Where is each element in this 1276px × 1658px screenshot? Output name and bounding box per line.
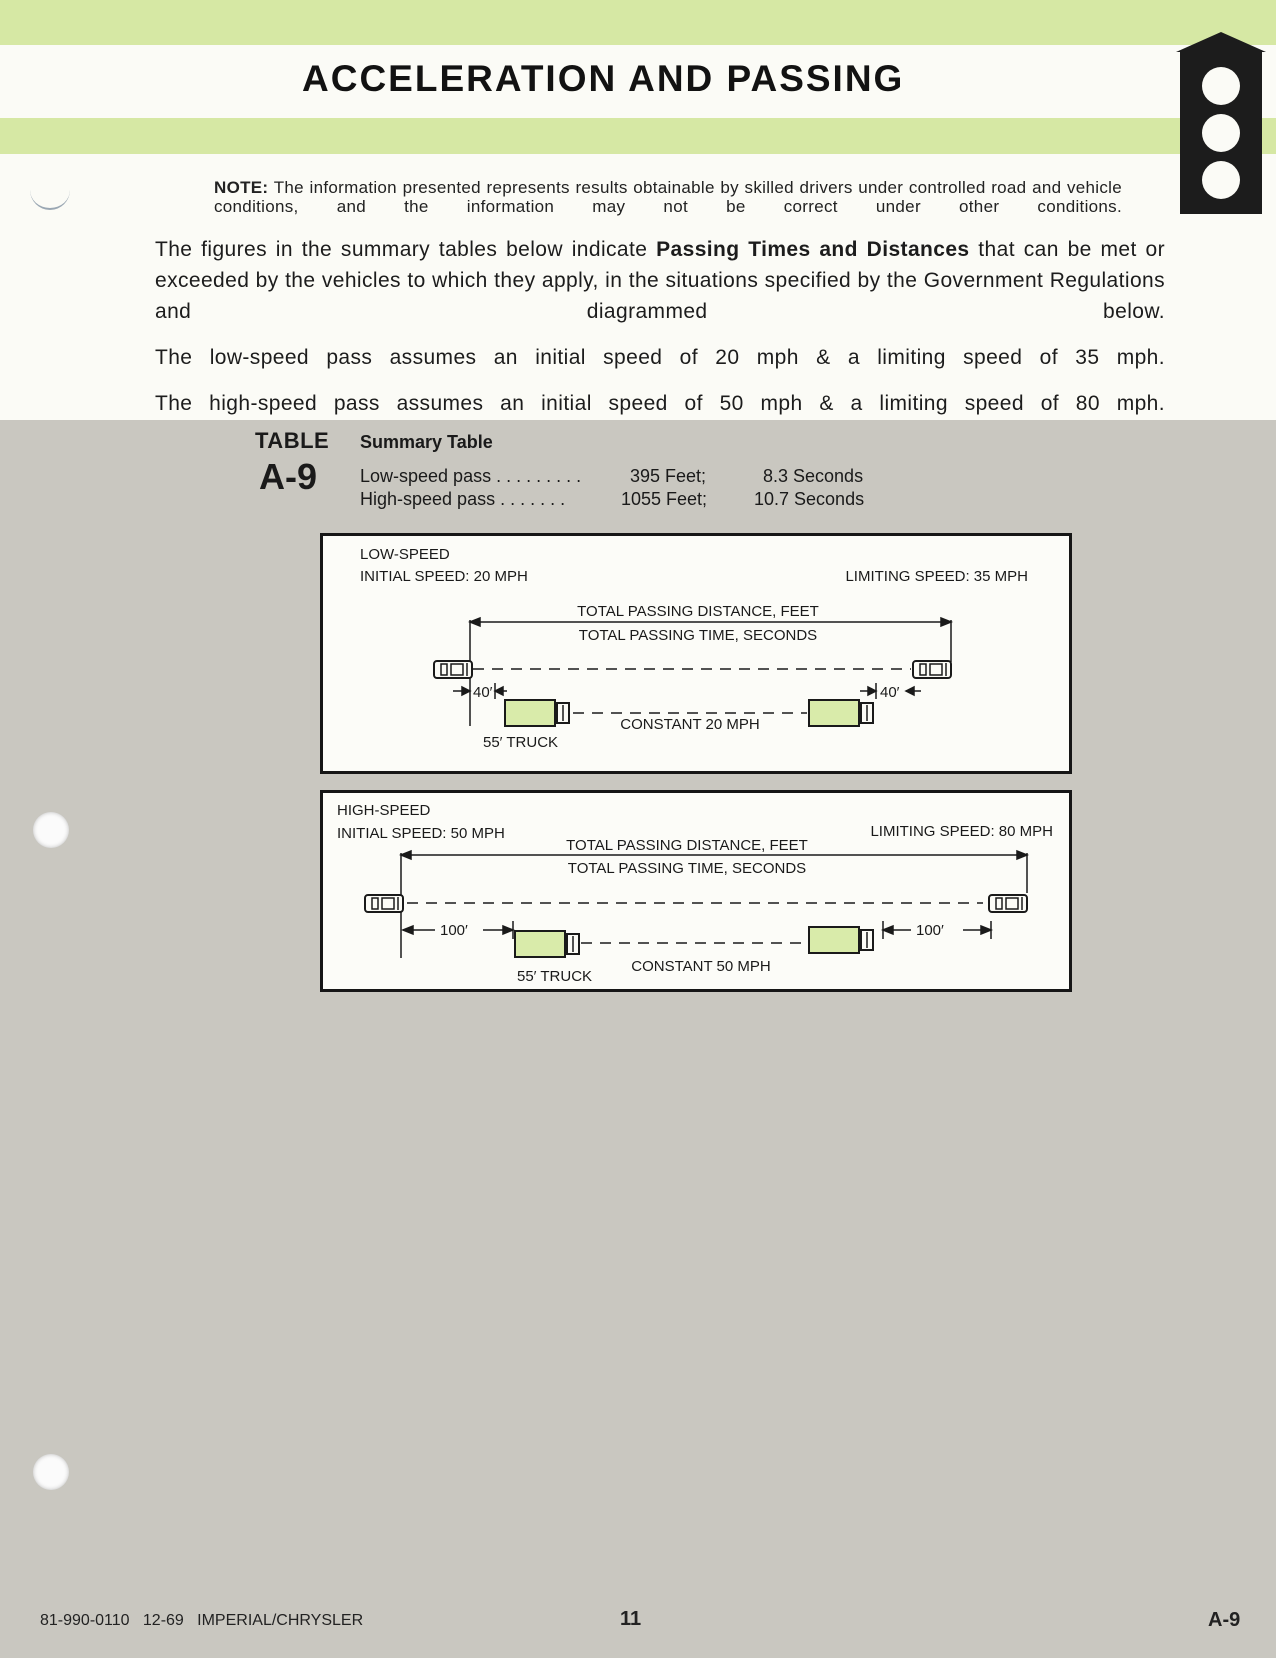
high-gap-right-label: 100′ <box>916 922 944 939</box>
car-start-icon <box>365 895 403 912</box>
low-time-label: TOTAL PASSING TIME, SECONDS <box>578 627 818 644</box>
low-gap-left-label: 40′ <box>473 684 493 701</box>
car-end-icon <box>913 661 951 678</box>
high-heading: HIGH-SPEED <box>337 802 431 819</box>
note-label: NOTE: <box>214 178 269 197</box>
summary-row-time: 8.3 Seconds <box>763 466 864 486</box>
low-speed-diagram <box>320 533 1072 774</box>
note-paragraph <box>214 178 1122 216</box>
footer-doc-code: 81-990-0110 12-69 IMPERIAL/CHRYSLER <box>40 1612 364 1629</box>
header-band-top <box>0 0 1276 45</box>
summary-table-title: Summary Table <box>360 432 493 452</box>
truck-end-icon <box>809 700 873 726</box>
summary-row-time: 10.7 Seconds <box>754 489 865 509</box>
high-distance-label: TOTAL PASSING DISTANCE, FEET <box>566 837 808 854</box>
intro-text-start: The figures in the summary tables below indicate <box>155 238 657 261</box>
high-truck-label: 55′ TRUCK <box>517 968 593 985</box>
high-limiting-speed: LIMITING SPEED: 80 MPH <box>870 823 1053 840</box>
low-initial-speed: INITIAL SPEED: 20 MPH <box>360 568 528 585</box>
note-text: The information presented represents results obtainable by skilled drivers under controlled road and vehicle conditions, and the information may not be correct under other conditions. <box>214 178 1122 216</box>
low-truck-speed: CONSTANT 20 MPH <box>620 716 760 733</box>
traffic-signal-icon <box>1176 32 1266 214</box>
summary-row-distance: 1055 Feet; <box>621 489 708 509</box>
high-speed-paragraph: The high-speed pass assumes an initial speed of 50 mph & a limiting speed of 80 mph. <box>155 392 1165 415</box>
intro-paragraph <box>155 234 1165 327</box>
high-time-label: TOTAL PASSING TIME, SECONDS <box>567 860 807 877</box>
truck-start-icon <box>515 931 579 957</box>
table-number: A-9 <box>259 456 318 497</box>
summary-row-distance: 395 Feet; <box>630 466 707 486</box>
low-distance-label: TOTAL PASSING DISTANCE, FEET <box>577 603 819 620</box>
summary-row-name: Low-speed pass . . . . . . . . . <box>360 466 582 486</box>
high-initial-speed: INITIAL SPEED: 50 MPH <box>337 825 505 842</box>
car-end-icon <box>989 895 1027 912</box>
low-truck-label: 55′ TRUCK <box>483 734 559 751</box>
high-speed-diagram <box>320 790 1072 992</box>
low-gap-right-label: 40′ <box>880 684 900 701</box>
intro-text-bold: Passing Times and Distances <box>656 238 970 261</box>
page-title: ACCELERATION AND PASSING <box>302 58 905 99</box>
low-limiting-speed: LIMITING SPEED: 35 MPH <box>845 568 1028 585</box>
truck-start-icon <box>505 700 569 726</box>
footer-section-ref: A-9 <box>1208 1609 1241 1631</box>
high-truck-speed: CONSTANT 50 MPH <box>631 958 771 975</box>
car-start-icon <box>434 661 472 678</box>
table-label: TABLE <box>255 428 330 453</box>
footer-page-number: 11 <box>620 1608 642 1630</box>
low-speed-paragraph: The low-speed pass assumes an initial speed of 20 mph & a limiting speed of 35 mph. <box>155 346 1165 369</box>
intro-text-end: that can be met or exceeded by the vehicles to which they apply, in the situations specified by the Government Regulations and diagrammed below. <box>155 238 1165 323</box>
binder-hole <box>33 812 69 848</box>
low-heading: LOW-SPEED <box>360 546 450 563</box>
header-band-bottom <box>0 118 1276 154</box>
binder-hole <box>33 1454 69 1490</box>
high-gap-left-label: 100′ <box>440 922 468 939</box>
summary-row-name: High-speed pass . . . . . . . <box>360 489 566 509</box>
truck-end-icon <box>809 927 873 953</box>
